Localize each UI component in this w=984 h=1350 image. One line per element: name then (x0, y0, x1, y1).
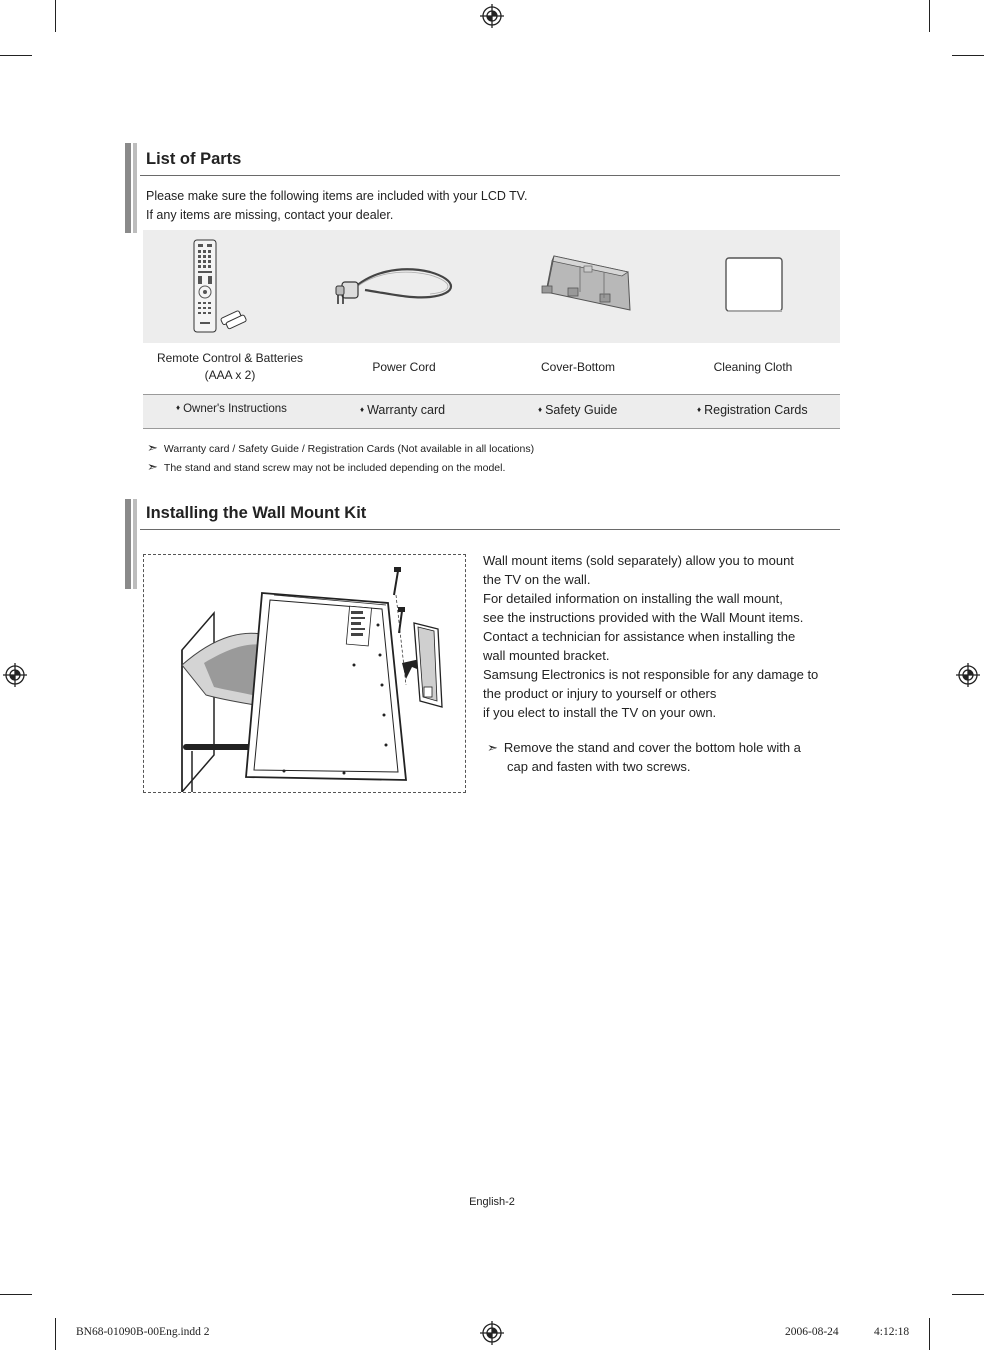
diamond-bullet-icon: ♦ (538, 405, 543, 414)
section-title-wall-mount: Installing the Wall Mount Kit (146, 504, 367, 522)
accessory-owners-instructions (176, 403, 287, 415)
remote-control-icon (190, 238, 248, 334)
description-line: the product or injury to yourself or others (483, 686, 717, 701)
footer-time: 4:12:18 (874, 1326, 910, 1338)
section-title-list-of-parts: List of Parts (146, 150, 242, 168)
registration-mark-icon (480, 4, 504, 28)
parts-note (147, 459, 505, 475)
description-line: the TV on the wall. (483, 572, 591, 587)
power-cord-icon (330, 260, 460, 315)
footer-file-name: BN68-01090B-00Eng.indd 2 (76, 1326, 210, 1338)
intro-line: If any items are missing, contact your dealer. (146, 208, 394, 222)
section-bar (125, 143, 131, 233)
diamond-bullet-icon: ♦ (360, 405, 365, 414)
note-arrow-icon: ➣ (487, 740, 498, 755)
description-line: if you elect to install the TV on your own. (483, 705, 717, 720)
accessory-label: Registration Cards (704, 403, 808, 417)
tv-wall-mount-illustration-icon (144, 555, 465, 792)
intro-line: Please make sure the following items are included with your LCD TV. (146, 189, 528, 203)
part-label-line: Remote Control & Batteries (156, 351, 304, 365)
note-text: Remove the stand and cover the bottom hole with a (503, 740, 801, 755)
crop-mark (0, 55, 32, 56)
cover-bottom-icon (540, 252, 635, 314)
part-label-cleaning-cloth (666, 359, 840, 376)
section-bar (133, 499, 137, 589)
section-bar (125, 499, 131, 589)
page-number: English-2 (469, 1196, 515, 1208)
accessory-label: Warranty card (367, 403, 446, 417)
registration-mark-icon (3, 663, 27, 687)
crop-mark (55, 1318, 56, 1350)
cleaning-cloth-icon (720, 255, 786, 315)
part-label-line: Cover-Bottom (540, 360, 616, 374)
section-rule (140, 529, 840, 530)
accessory-registration-cards (697, 403, 808, 417)
description-line: Samsung Electronics is not responsible for any damage to (483, 667, 819, 682)
crop-mark (55, 0, 56, 32)
part-label-line: Power Cord (372, 360, 436, 374)
part-label-line: (AAA x 2) (204, 368, 256, 382)
part-label-remote-control (143, 350, 317, 384)
diamond-bullet-icon: ♦ (697, 405, 702, 414)
accessory-label: Owner's Instructions (183, 403, 287, 415)
crop-mark (929, 1318, 930, 1350)
description-line: Wall mount items (sold separately) allow you to mount (483, 553, 794, 568)
note-text: cap and fasten with two screws. (507, 759, 691, 774)
diamond-bullet-icon: ♦ (176, 403, 181, 412)
wall-mount-note (487, 738, 842, 776)
accessory-safety-guide (538, 403, 617, 417)
accessories-row (143, 394, 840, 429)
note-arrow-icon: ➣ (147, 440, 158, 455)
note-arrow-icon: ➣ (147, 459, 158, 474)
parts-intro (146, 187, 527, 225)
section-rule (140, 175, 840, 176)
description-line: For detailed information on installing the wall mount, (483, 591, 783, 606)
registration-mark-icon (480, 1321, 504, 1345)
crop-mark (952, 1294, 984, 1295)
parts-note (147, 440, 534, 456)
wall-mount-description (483, 551, 843, 722)
wall-mount-illustration (143, 554, 466, 793)
registration-mark-icon (956, 663, 980, 687)
description-line: Contact a technician for assistance when installing the (483, 629, 796, 644)
crop-mark (952, 55, 984, 56)
description-line: see the instructions provided with the Wall Mount items. (483, 610, 804, 625)
accessory-label: Safety Guide (545, 403, 618, 417)
footer-date: 2006-08-24 (785, 1326, 839, 1338)
accessory-warranty-card (360, 403, 445, 417)
part-label-cover-bottom (491, 359, 665, 376)
note-text: Warranty card / Safety Guide / Registration Cards (Not available in all locations) (163, 443, 535, 455)
part-label-line: Cleaning Cloth (713, 360, 793, 374)
crop-mark (0, 1294, 32, 1295)
section-bar (133, 143, 137, 233)
description-line: wall mounted bracket. (483, 648, 610, 663)
part-label-power-cord (317, 359, 491, 376)
note-text: The stand and stand screw may not be included depending on the model. (163, 462, 506, 474)
crop-mark (929, 0, 930, 32)
